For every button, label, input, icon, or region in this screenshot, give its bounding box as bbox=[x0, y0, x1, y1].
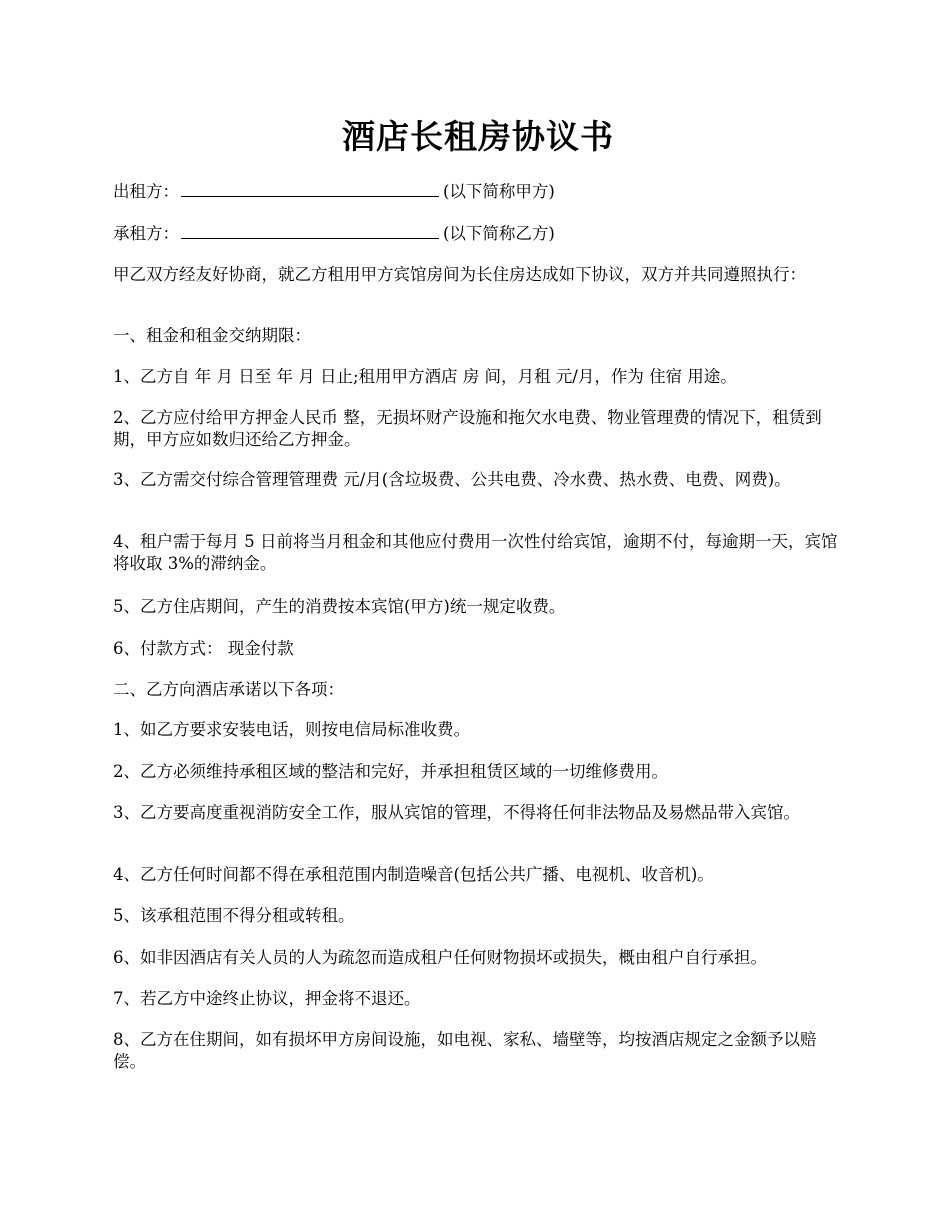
section1-item: 3、乙方需交付综合管理管理费 元/月(含垃圾费、公共电费、冷水费、热水费、电费、网费)。 bbox=[113, 470, 791, 489]
section2-item: 4、乙方任何时间都不得在承租范围内制造噪音(包括公共广播、电视机、收音机)。 bbox=[113, 865, 714, 884]
intro-paragraph: 甲乙双方经友好协商，就乙方租用甲方宾馆房间为长住房达成如下协议，双方并共同遵照执行： bbox=[113, 265, 806, 284]
lessee-line bbox=[113, 223, 843, 245]
lessor-blank-field bbox=[181, 181, 439, 197]
section1-item: 6、付款方式： 现金付款 bbox=[113, 639, 294, 658]
section2-item: 3、乙方要高度重视消防安全工作，服从宾馆的管理，不得将任何非法物品及易燃品带入宾馆。 bbox=[113, 803, 800, 822]
section2-item: 8、乙方在住期间，如有损坏甲方房间设施，如电视、家私、墙壁等，均按酒店规定之金额予以赔偿。 bbox=[113, 1030, 817, 1071]
section2-item: 6、如非因酒店有关人员的人为疏忽而造成租户任何财物损坏或损失，概由租户自行承担。 bbox=[113, 948, 767, 967]
lessor-suffix: (以下简称甲方) bbox=[443, 182, 555, 201]
section1-item: 2、乙方应付给甲方押金人民币 整，无损坏财产设施和拖欠水电费、物业管理费的情况下，租赁到期，甲方应如数归还给乙方押金。 bbox=[113, 408, 822, 449]
lessee-blank-field bbox=[181, 223, 439, 239]
section1-item: 5、乙方住店期间，产生的消费按本宾馆(甲方)统一规定收费。 bbox=[113, 597, 566, 616]
section2-item: 7、若乙方中途终止协议，押金将不退还。 bbox=[113, 989, 421, 1008]
section1-item: 4、租户需于每月 5 日前将当月租金和其他应付费用一次性付给宾馆，逾期不付，每逾期一天，宾馆将收取 3%的滞纳金。 bbox=[113, 532, 838, 573]
lessee-suffix: (以下简称乙方) bbox=[443, 224, 555, 243]
lessor-label: 出租方： bbox=[113, 182, 179, 201]
section2-heading: 二、乙方向酒店承诺以下各项： bbox=[113, 680, 344, 699]
section2-item: 5、该承租范围不得分租或转租。 bbox=[113, 906, 355, 925]
lessee-label: 承租方： bbox=[113, 224, 179, 243]
section1-heading: 一、租金和租金交纳期限： bbox=[113, 326, 311, 345]
section2-item: 1、如乙方要求安装电话，则按电信局标准收费。 bbox=[113, 720, 470, 739]
section1-item: 1、乙方自 年 月 日至 年 月 日止;租用甲方酒店 房 间，月租 元/月，作为 住宿 用途。 bbox=[113, 367, 737, 386]
lessor-line bbox=[113, 181, 843, 203]
document-title: 酒店长租房协议书 bbox=[342, 117, 614, 156]
section2-item: 2、乙方必须维持承租区域的整洁和完好，并承担租赁区域的一切维修费用。 bbox=[113, 762, 668, 781]
